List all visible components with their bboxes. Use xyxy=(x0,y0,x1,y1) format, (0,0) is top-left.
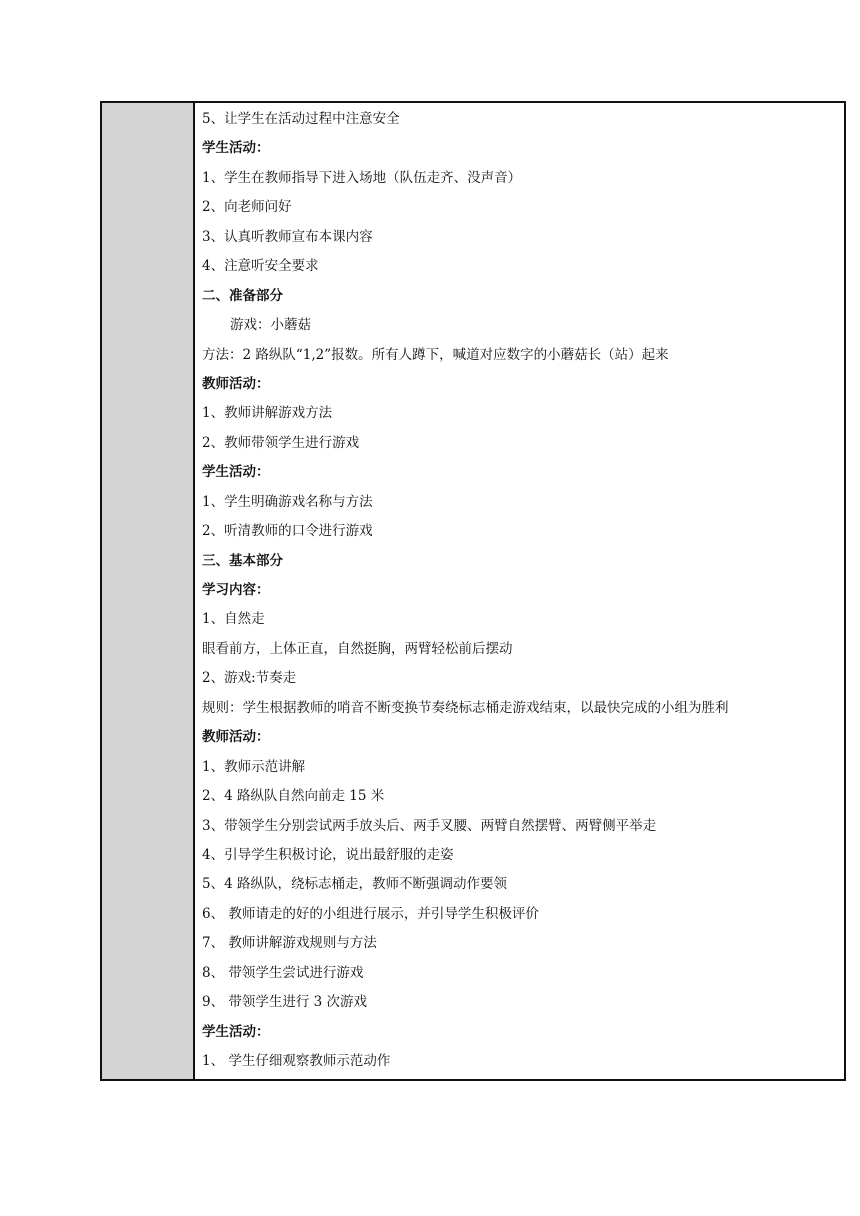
content-line: 1、学生明确游戏名称与方法 xyxy=(202,493,373,510)
content-line: 1、自然走 xyxy=(202,611,265,628)
content-line: 8、 带领学生尝试进行游戏 xyxy=(202,964,364,981)
content-line: 1、 学生仔细观察教师示范动作 xyxy=(202,1053,391,1069)
content-line: 2、向老师问好 xyxy=(202,199,292,216)
content-line: 2、游戏:节奏走 xyxy=(202,670,297,687)
section-heading: 三、基本部分 xyxy=(202,552,283,569)
content-line: 3、认真听教师宣布本课内容 xyxy=(202,228,373,245)
section-heading: 教师活动： xyxy=(202,375,270,392)
content-line: 游戏：小蘑菇 xyxy=(230,317,311,334)
section-heading: 学习内容： xyxy=(202,582,270,598)
content-line: 2、教师带领学生进行游戏 xyxy=(202,434,360,451)
content-line: 4、注意听安全要求 xyxy=(202,258,319,275)
section-heading: 学生活动： xyxy=(202,1023,270,1040)
section-heading: 学生活动： xyxy=(202,140,270,157)
content-line: 2、4 路纵队自然向前走 15 米 xyxy=(202,788,385,805)
content-line: 规则：学生根据教师的哨音不断变换节奏绕标志桶走游戏结束，以最快完成的小组为胜利 xyxy=(202,699,729,716)
content-line: 7、 教师讲解游戏规则与方法 xyxy=(202,935,377,952)
section-label-cell xyxy=(102,103,195,1079)
content-line: 3、带领学生分别尝试两手放头后、两手叉腰、两臂自然摆臂、两臂侧平举走 xyxy=(202,817,657,834)
content-line: 2、听清教师的口令进行游戏 xyxy=(202,523,373,540)
content-line: 5、让学生在活动过程中注意安全 xyxy=(202,111,400,127)
section-heading: 二、准备部分 xyxy=(202,287,283,304)
content-line: 方法：2 路纵队“1,2”报数。所有人蹲下，喊道对应数字的小蘑菇长（站）起来 xyxy=(202,346,669,363)
content-line: 1、学生在教师指导下进入场地（队伍走齐、没声音） xyxy=(202,169,522,186)
content-line: 4、引导学生积极讨论，说出最舒服的走姿 xyxy=(202,846,454,863)
lesson-plan-table xyxy=(100,101,846,1081)
content-line: 9、 带领学生进行 3 次游戏 xyxy=(202,994,368,1011)
section-heading: 学生活动： xyxy=(202,464,270,481)
content-line: 5、4 路纵队，绕标志桶走，教师不断强调动作要领 xyxy=(202,876,507,893)
content-line: 1、教师讲解游戏方法 xyxy=(202,405,333,422)
content-line: 眼看前方，上体正直，自然挺胸，两臂轻松前后摆动 xyxy=(202,640,513,657)
content-line: 6、 教师请走的好的小组进行展示，并引导学生积极评价 xyxy=(202,905,539,922)
content-cell xyxy=(195,103,844,1079)
content-line: 1、教师示范讲解 xyxy=(202,758,306,775)
section-heading: 教师活动： xyxy=(202,729,270,746)
